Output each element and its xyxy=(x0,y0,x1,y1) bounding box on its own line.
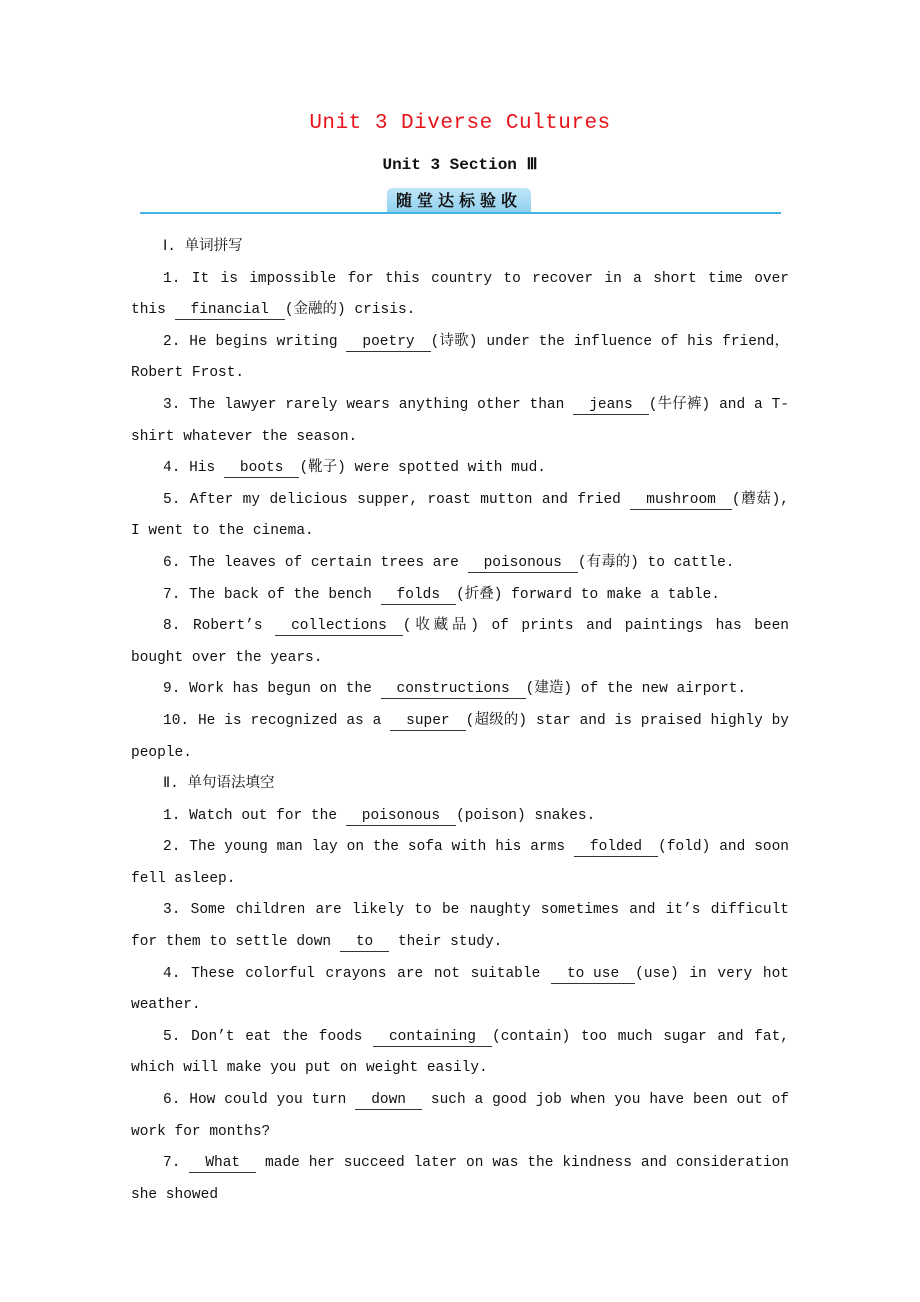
item-number: 2. xyxy=(163,839,181,856)
document-subtitle: Unit 3 Section Ⅲ xyxy=(382,156,538,174)
item-text-before: How could you turn xyxy=(189,1092,356,1109)
item-text-after: (收藏品) of prints and paintings has been bought over the years. xyxy=(131,618,789,666)
item-number: 6. xyxy=(163,1092,181,1109)
item-number: 9. xyxy=(163,681,181,698)
item-text-after: (poison) snakes. xyxy=(456,807,596,824)
item-number: 7. xyxy=(163,586,181,603)
exercise-item xyxy=(131,485,789,548)
item-text-before: The young man lay on the sofa with his arms xyxy=(189,839,574,856)
exercise-item xyxy=(131,611,789,674)
exercise-item xyxy=(131,390,789,453)
item-text-before: It is impossible for this country to recover in a short time over this xyxy=(131,270,790,319)
item-text-before: Watch out for the xyxy=(189,807,346,824)
document-title: Unit 3 Diverse Cultures xyxy=(309,112,611,135)
item-text-before: He is recognized as a xyxy=(197,712,391,729)
exercise-item xyxy=(131,706,789,769)
exercise-item xyxy=(131,674,789,706)
item-text-before: After my delicious supper, roast mutton and fried xyxy=(189,491,631,508)
item-number: 3. xyxy=(163,396,181,413)
exercise-item xyxy=(131,327,789,390)
item-text-before: Robert’s xyxy=(192,618,276,635)
item-text-before: Some children are likely to be naughty sometimes and it’s difficult for them to settle down xyxy=(131,902,790,951)
exercise-item xyxy=(131,1022,789,1085)
item-text-before: These colorful crayons are not suitable xyxy=(191,965,551,982)
answer-blank: boots xyxy=(224,460,300,478)
answer-blank: poetry xyxy=(346,334,430,352)
answer-blank: mushroom xyxy=(630,492,732,510)
exercise-item xyxy=(131,801,789,833)
item-text-after: (建造) of the new airport. xyxy=(525,681,747,698)
item-text-after: (fold) and soon fell asleep. xyxy=(131,839,789,887)
answer-blank: financial xyxy=(175,302,285,320)
item-text-before: His xyxy=(189,460,224,477)
item-number: 8. xyxy=(163,618,181,635)
item-text-after: (牛仔裤) and a T-shirt whatever the season. xyxy=(131,396,789,445)
answer-blank: containing xyxy=(373,1029,492,1047)
section-heading: Ⅱ. 单句语法填空 xyxy=(163,776,275,793)
item-text-after: (诗歌) under the influence of his friend，Robert Frost. xyxy=(131,333,789,382)
answer-blank: poisonous xyxy=(346,808,456,826)
answer-blank: constructions xyxy=(381,681,526,699)
answer-blank: folded xyxy=(574,839,658,857)
item-text-before: He begins writing xyxy=(189,333,347,350)
item-number: 7. xyxy=(163,1155,181,1172)
item-number: 6. xyxy=(163,554,181,571)
item-number: 2. xyxy=(163,333,181,350)
item-text-after: (折叠) forward to make a table. xyxy=(456,586,721,603)
answer-blank: to use xyxy=(551,966,635,984)
answer-blank: jeans xyxy=(573,397,649,415)
item-text-after: (contain) too much sugar and fat, which will make you put on weight easily. xyxy=(131,1028,789,1077)
exercise-item xyxy=(131,832,789,895)
item-text-after: such a good job when you have been out of work for months? xyxy=(131,1092,789,1140)
exercise-item xyxy=(131,548,789,580)
exercise-item xyxy=(131,453,789,485)
item-number: 5. xyxy=(163,491,181,508)
item-text-before: Don’t eat the foods xyxy=(191,1028,373,1045)
item-number: 5. xyxy=(163,1028,181,1045)
item-text-after: their study. xyxy=(389,934,503,951)
answer-blank: folds xyxy=(381,587,457,605)
answer-blank: super xyxy=(390,713,466,731)
answer-blank: collections xyxy=(275,618,403,636)
item-text-before: Work has begun on the xyxy=(189,681,381,698)
answer-blank: to xyxy=(340,934,389,952)
section-banner: 随堂达标验收 xyxy=(387,188,531,213)
item-text-after: (蘑菇), I went to the cinema. xyxy=(131,491,789,540)
answer-blank: poisonous xyxy=(468,555,578,573)
item-number: 1. xyxy=(163,270,181,287)
item-text-after: (超级的) star and is praised highly by people. xyxy=(131,712,790,761)
exercise-item xyxy=(131,959,789,1022)
item-text-after: (靴子) were spotted with mud. xyxy=(299,460,546,477)
exercise-item xyxy=(131,264,789,327)
section-heading: Ⅰ. 单词拼写 xyxy=(163,239,243,255)
answer-blank: down xyxy=(355,1092,422,1110)
exercise-item xyxy=(131,1148,789,1211)
exercise-content xyxy=(131,232,789,1211)
exercise-item xyxy=(131,895,789,958)
item-number: 4. xyxy=(163,460,181,477)
item-text-after: (use) in very hot weather. xyxy=(131,965,789,1014)
item-text-before: The leaves of certain trees are xyxy=(189,554,468,571)
answer-blank: What xyxy=(189,1155,256,1173)
item-text-after: (金融的) crisis. xyxy=(284,302,416,319)
exercise-item xyxy=(131,1085,789,1148)
item-number: 1. xyxy=(163,807,181,824)
item-text-after: (有毒的) to cattle. xyxy=(577,554,735,571)
item-text-after: made her succeed later on was the kindness and consideration she showed xyxy=(131,1155,790,1203)
item-text-before: The back of the bench xyxy=(189,586,381,603)
header-divider xyxy=(140,212,781,214)
exercise-item xyxy=(131,580,789,612)
item-number: 4. xyxy=(163,965,181,982)
item-number: 3. xyxy=(163,902,181,919)
item-text-before: The lawyer rarely wears anything other than xyxy=(189,396,574,413)
item-number: 10. xyxy=(163,712,190,729)
